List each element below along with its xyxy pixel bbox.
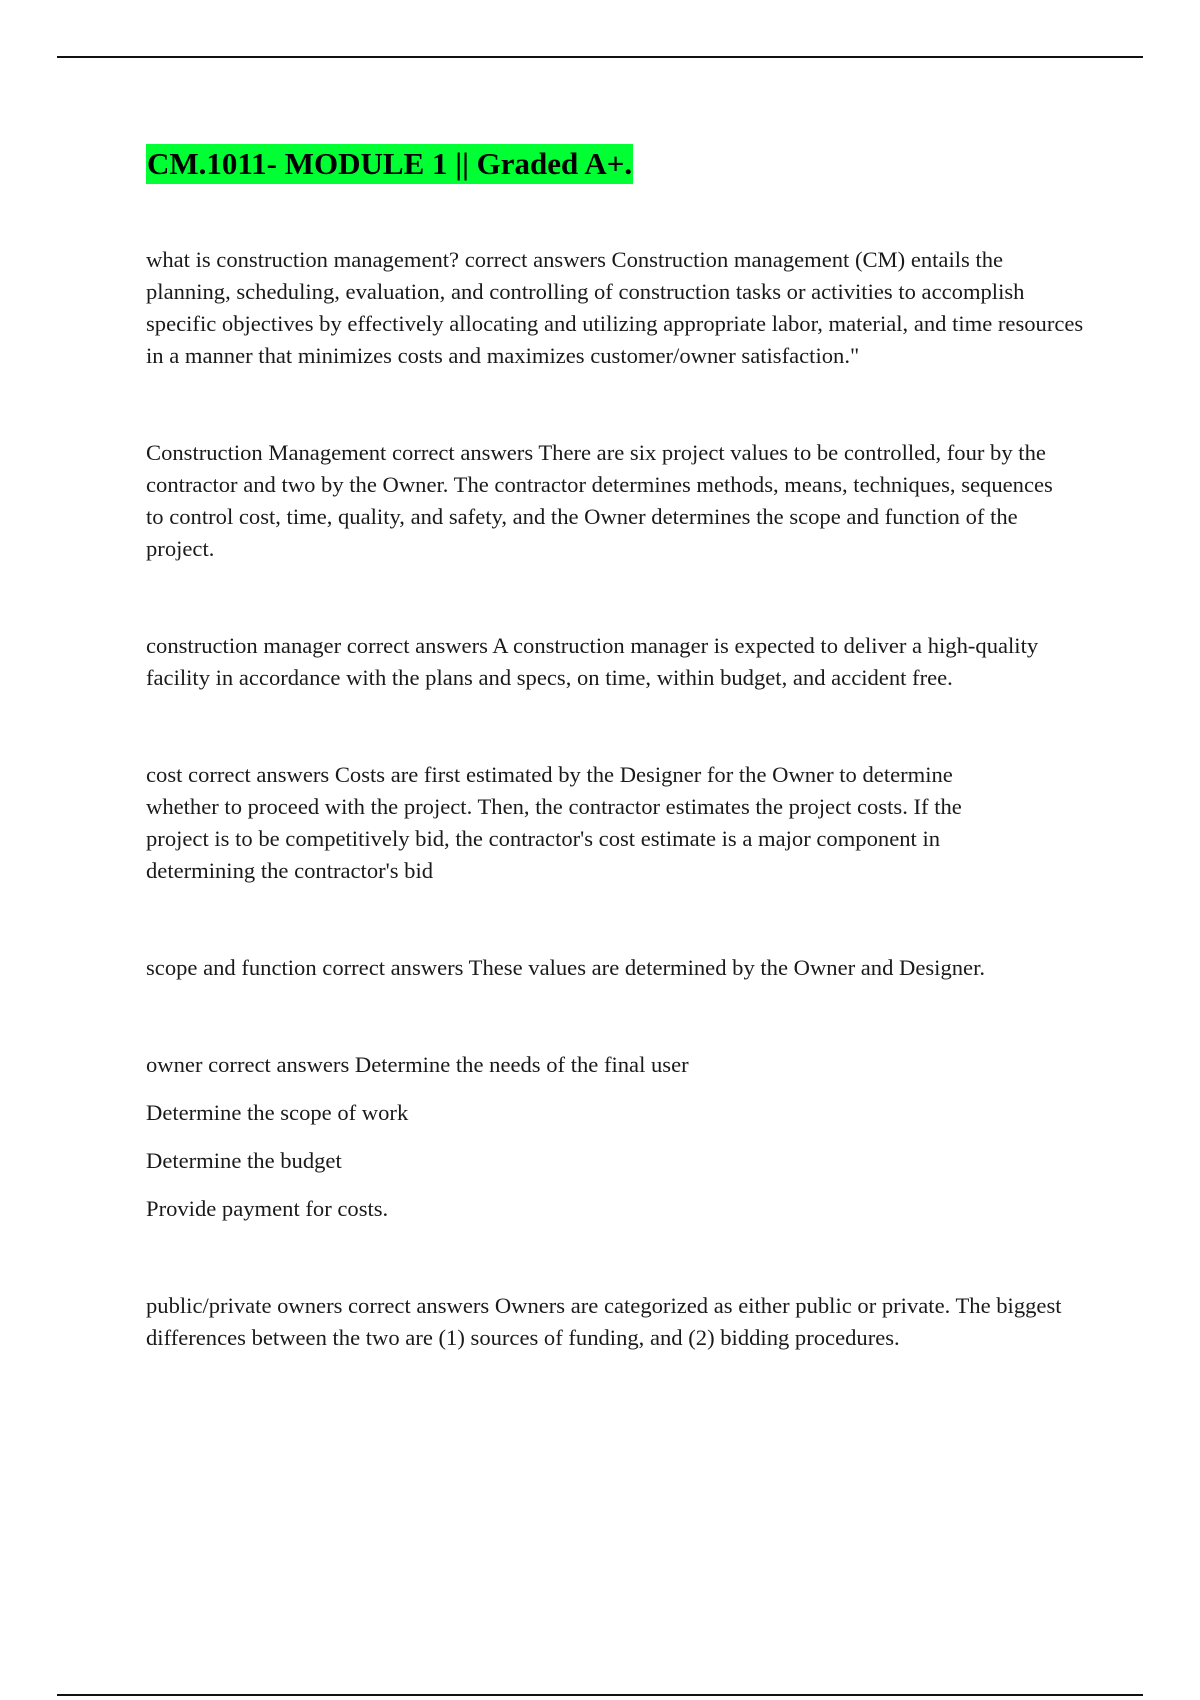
entry-cost: cost correct answers Costs are first estimated by the Designer for the Owner to determine whether to proceed with the project. Then, the contractor estimates the project costs. If the project is to be competitively bid, the contractor's cost estimate is a major component in determining the contractor's bid (146, 762, 962, 883)
entry-construction-management-values: Construction Management correct answers There are six project values to be controlled, four by the contractor and two by the Owner. The contractor determines methods, means, techniques, sequences to control cost, time, quality, and safety, and the Owner determines the scope and function of the project. (146, 440, 1053, 561)
entry-owner-line: Determine the budget (146, 1148, 342, 1173)
entry-scope-and-function: scope and function correct answers These values are determined by the Owner and Designer. (146, 955, 986, 980)
entry-public-private-owners: public/private owners correct answers Owners are categorized as either public or private. The biggest differences between the two are (1) sources of funding, and (2) bidding procedures. (146, 1293, 1062, 1350)
entry-owner-line: owner correct answers Determine the needs of the final user (146, 1052, 689, 1077)
entry-construction-management-definition: what is construction management? correct answers Construction management (CM) entails the planning, scheduling, evaluation, and controlling of construction tasks or activities to accomplish specific objectives by effectively allocating and utilizing appropriate labor, material, and time resources in a manner that minimizes costs and maximizes customer/owner satisfaction." (146, 247, 1084, 368)
entry-owner-line: Provide payment for costs. (146, 1196, 389, 1221)
bottom-rule (57, 1694, 1143, 1696)
document-body (146, 144, 1096, 1354)
document-title: CM.1011- MODULE 1 || Graded A+. (146, 144, 633, 184)
entry-construction-manager: construction manager correct answers A construction manager is expected to deliver a high-quality facility in accordance with the plans and specs, on time, within budget, and accident free. (146, 633, 1039, 690)
entry-owner-line: Determine the scope of work (146, 1100, 409, 1125)
top-rule (57, 56, 1143, 58)
